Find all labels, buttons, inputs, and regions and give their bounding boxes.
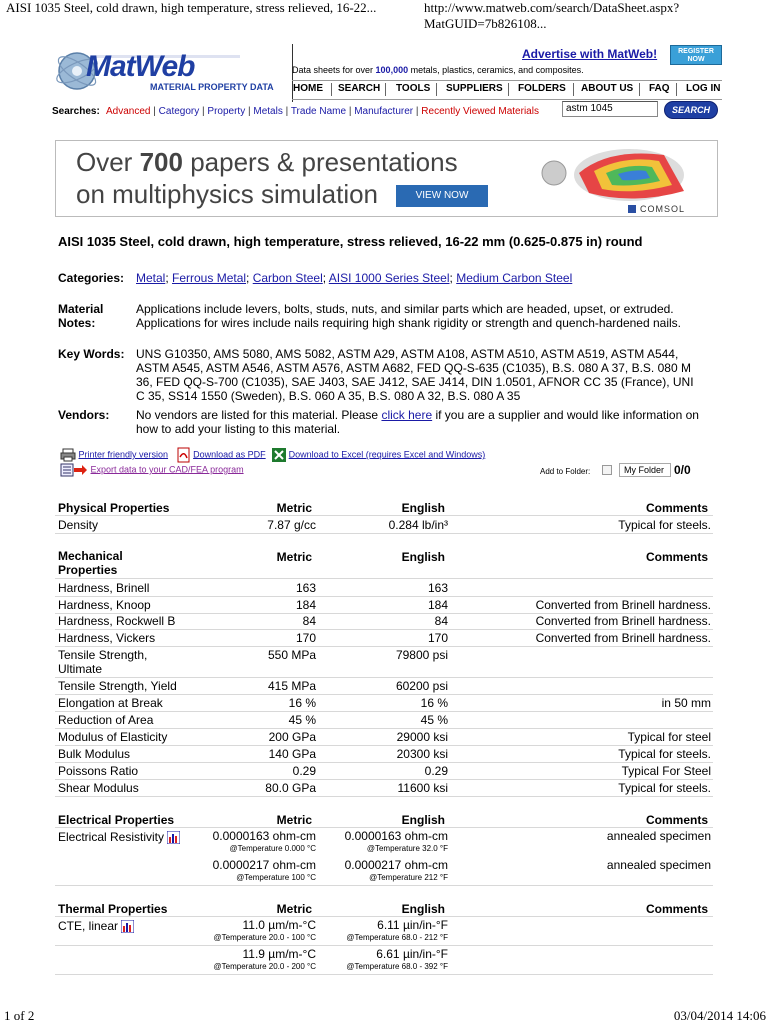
nav-suppliers[interactable]: SUPPLIERS	[446, 83, 503, 94]
metric-value: 84	[302, 614, 316, 628]
comment-value: Converted from Brinell hardness.	[535, 631, 711, 645]
property-name: Density	[58, 518, 99, 532]
page-title: AISI 1035 Steel, cold drawn, high temperature, stress relieved, 16-22...	[6, 0, 377, 15]
comment-value: Typical for steels.	[618, 781, 711, 795]
tagline-pre: Data sheets for over	[292, 65, 376, 75]
metric-value: 16 %	[288, 696, 316, 710]
electrical-properties-title: Electrical Properties	[58, 813, 175, 827]
mechanical-properties-title	[58, 549, 123, 577]
register-label: REGISTER NOW	[678, 48, 714, 63]
english-value: 20300 ksi	[396, 747, 448, 761]
chart-icon[interactable]	[167, 831, 180, 844]
search-input[interactable]: astm 1045	[562, 101, 658, 117]
english-value: 163	[427, 581, 448, 595]
print-timestamp: 03/04/2014 14:06	[673, 1008, 766, 1023]
metric-value: 184	[295, 598, 316, 612]
printer-icon	[60, 448, 76, 462]
searches-label: Searches:	[52, 106, 100, 117]
metric-temperature: @Temperature 20.0 - 100 °C	[213, 933, 316, 942]
nav-faq[interactable]: FAQ	[649, 83, 670, 94]
physical-properties-title: Physical Properties	[58, 501, 170, 515]
category-link-carbon[interactable]: Carbon Steel	[252, 271, 323, 285]
search-links: Advanced | Category | Property | Metals | Trade Name | Manufacturer | Recently Viewed Materials	[106, 106, 539, 117]
logo-text: MatWeb	[86, 50, 195, 83]
metric-value: 200 GPa	[268, 730, 316, 744]
property-name-line-1: Tensile Strength,	[58, 648, 148, 662]
keywords-line-1: UNS G10350, AMS 5080, AMS 5082, ASTM A29, ASTM A108, ASTM A510, ASTM A519, ASTM A544,	[136, 347, 679, 361]
search-link-property[interactable]: Property	[207, 106, 246, 117]
pdf-icon	[177, 447, 191, 463]
english-value: 79800 psi	[395, 648, 448, 662]
category-link-medium-carbon[interactable]: Medium Carbon Steel	[456, 271, 573, 285]
english-value: 16 %	[420, 696, 448, 710]
folder-select[interactable]: My Folder	[619, 463, 671, 477]
advertise-link[interactable]: Advertise with MatWeb!	[522, 47, 658, 61]
categories-list: Metal; Ferrous Metal; Carbon Steel; AISI 1000 Series Steel; Medium Carbon Steel	[136, 271, 573, 285]
nav-tools[interactable]: TOOLS	[396, 83, 431, 94]
metric-value: 0.0000217 ohm-cm	[212, 858, 316, 872]
mechanical-comments-header: Comments	[645, 550, 708, 564]
comment-value: annealed specimen	[606, 858, 711, 872]
comment-value: annealed specimen	[606, 829, 711, 843]
ad-brand: COMSOL	[640, 204, 686, 214]
nav-home[interactable]: HOME	[293, 83, 323, 94]
keywords-label: Key Words:	[58, 347, 125, 361]
folder-count: 0/0	[674, 463, 691, 477]
mechanical-title-line-1: Mechanical	[58, 549, 123, 563]
english-value: 184	[427, 598, 448, 612]
physical-english-header: English	[401, 501, 445, 515]
keywords-line-2: ASTM A545, ASTM A546, ASTM A576, ASTM A682, FED QQ-S-635 (C1035), B.S. 080 A 37, B.S. 080 M	[136, 361, 691, 375]
page-count: 1 of 2	[4, 1008, 35, 1023]
categories-label: Categories:	[58, 271, 125, 285]
search-link-manufacturer[interactable]: Manufacturer	[354, 106, 414, 117]
ad-line1-num: 700	[139, 147, 183, 177]
add-folder-label: Add to Folder:	[540, 467, 591, 476]
english-value: 6.61 µin/in-°F	[376, 947, 448, 961]
nav-search[interactable]: SEARCH	[338, 83, 381, 94]
nav-folders[interactable]: FOLDERS	[518, 83, 566, 94]
comment-value: Converted from Brinell hardness.	[535, 598, 711, 612]
vendors-click-here-link[interactable]: click here	[381, 408, 433, 422]
register-button[interactable]	[670, 45, 722, 65]
comsol-logo-icon	[628, 205, 636, 213]
property-name: Hardness, Brinell	[58, 581, 150, 595]
english-value: 11600 ksi	[397, 781, 448, 795]
export-row	[60, 463, 244, 477]
property-name: Modulus of Elasticity	[58, 730, 168, 744]
tagline-count: 100,000	[375, 65, 409, 75]
search-link-tradename[interactable]: Trade Name	[290, 106, 347, 117]
search-button-label: SEARCH	[671, 105, 710, 115]
electrical-english-header: English	[401, 813, 445, 827]
download-excel-link[interactable]: Download to Excel (requires Excel and Windows)	[288, 449, 486, 460]
english-value: 170	[427, 631, 448, 645]
excel-icon	[272, 448, 286, 462]
metric-temperature: @Temperature 20.0 - 200 °C	[213, 962, 316, 971]
download-pdf-link[interactable]: Download as PDF	[193, 449, 266, 460]
matweb-logo[interactable]	[52, 44, 292, 100]
metric-value: 415 MPa	[267, 679, 316, 693]
property-name: Hardness, Vickers	[58, 631, 156, 645]
property-name: Reduction of Area	[58, 713, 154, 727]
english-value: 0.29	[424, 764, 448, 778]
metric-value: 11.0 µm/m-°C	[242, 918, 316, 932]
property-name: Tensile Strength, Yield	[58, 679, 177, 693]
property-name: Shear Modulus	[58, 781, 139, 795]
metric-value: 0.0000163 ohm-cm	[212, 829, 316, 843]
notes-line-1: Applications include levers, bolts, studs, nuts, and similar parts which are headed, upset, or extruded.	[136, 302, 674, 316]
printer-friendly-link[interactable]: Printer friendly version	[78, 449, 169, 460]
notes-label-2: Notes:	[58, 316, 96, 330]
property-name: Elongation at Break	[58, 696, 163, 710]
comment-value: Typical for steels.	[618, 518, 711, 532]
cte-linear-label: CTE, linear	[58, 919, 119, 933]
ad-cta-button[interactable]	[396, 185, 488, 207]
ad-line2: on multiphysics simulation	[76, 179, 379, 209]
vendors-post: if you are a supplier and would like information on	[432, 408, 699, 422]
vendors-line-2: how to add your listing to this material.	[136, 422, 341, 436]
tagline-post: metals, plastics, ceramics, and composites.	[408, 65, 584, 75]
property-name	[58, 648, 147, 676]
metric-value: 45 %	[288, 713, 316, 727]
property-name: Bulk Modulus	[58, 747, 131, 761]
property-name: Poissons Ratio	[58, 764, 139, 778]
comment-value: Converted from Brinell hardness.	[535, 614, 711, 628]
metric-value: 7.87 g/cc	[267, 518, 316, 532]
page-url: http://www.matweb.com/search/DataSheet.aspx?MatGUID=7b826108...	[424, 0, 680, 31]
search-link-category[interactable]: Category	[158, 106, 200, 117]
tagline	[292, 65, 584, 75]
keywords-line-4: C 35, SS14 1550 (Sweden), B.S. 060 A 35, B.S. 080 A 32, B.S. 080 A 35	[136, 389, 521, 403]
physical-metric-header: Metric	[276, 501, 312, 515]
metric-value: 550 MPa	[267, 648, 316, 662]
english-value: 45 %	[420, 713, 448, 727]
english-value: 0.284 lb/in³	[388, 518, 448, 532]
comment-value: Typical for steel	[627, 730, 711, 744]
english-temperature: @Temperature 68.0 - 392 °F	[346, 962, 448, 971]
vendors-pre: No vendors are listed for this material. Please	[136, 408, 382, 422]
electrical-resistivity-label: Electrical Resistivity	[58, 830, 165, 844]
notes-label-1: Material	[58, 302, 104, 316]
mechanical-metric-header: Metric	[276, 550, 312, 564]
ad-line1-post: papers & presentations	[182, 147, 458, 177]
property-name	[58, 830, 180, 844]
vendors-label: Vendors:	[58, 408, 110, 422]
english-temperature: @Temperature 68.0 - 212 °F	[346, 933, 448, 942]
add-folder-checkbox[interactable]	[602, 465, 612, 475]
search-button[interactable]	[664, 101, 718, 119]
comment-value: in 50 mm	[661, 696, 711, 710]
english-value: 6.11 µin/in-°F	[377, 918, 448, 932]
property-name: Hardness, Rockwell B	[58, 614, 176, 628]
english-value: 60200 psi	[395, 679, 448, 693]
metric-temperature: @Temperature 100 °C	[236, 873, 316, 882]
keywords-line-3: 36, FED QQ-S-700 (C1035), SAE J403, SAE J412, SAE J414, DIN 1.0501, AFNOR CC 35 (France), UNI	[136, 375, 694, 389]
thermal-metric-header: Metric	[276, 902, 312, 916]
nav-login[interactable]: LOG IN	[686, 83, 721, 94]
notes-text	[136, 302, 681, 330]
simulation-graphic-icon	[534, 143, 709, 205]
electrical-metric-header: Metric	[276, 813, 312, 827]
english-value: 84	[434, 614, 448, 628]
physical-comments-header: Comments	[645, 501, 708, 515]
search-link-recent[interactable]: Recently Viewed Materials	[421, 106, 539, 117]
nav-about[interactable]: ABOUT US	[581, 83, 634, 94]
property-name-line-2: Ultimate	[58, 662, 103, 676]
english-value: 0.0000163 ohm-cm	[344, 829, 448, 843]
ad-banner[interactable]	[55, 140, 718, 217]
metric-value: 0.29	[292, 764, 316, 778]
comment-value: Typical For Steel	[621, 764, 711, 778]
keywords-text	[136, 347, 694, 403]
english-value: 0.0000217 ohm-cm	[344, 858, 448, 872]
ad-line1	[76, 147, 458, 178]
notes-label	[58, 302, 103, 330]
ad-cta-label: VIEW NOW	[415, 190, 469, 201]
chart-icon[interactable]	[121, 920, 134, 933]
thermal-english-header: English	[401, 902, 445, 916]
mechanical-english-header: English	[401, 550, 445, 564]
mechanical-title-line-2: Properties	[58, 563, 118, 577]
export-cad-icon	[60, 463, 88, 477]
property-name: Hardness, Knoop	[58, 598, 151, 612]
metric-temperature: @Temperature 0.000 °C	[229, 844, 316, 853]
electrical-comments-header: Comments	[645, 813, 708, 827]
notes-line-2: Applications for wires include nails requiring high shank rigidity or strength and quench-hardened nails.	[136, 316, 681, 330]
metric-value: 170	[295, 631, 316, 645]
english-temperature: @Temperature 212 °F	[369, 873, 448, 882]
metric-value: 140 GPa	[268, 747, 316, 761]
property-name	[58, 919, 134, 933]
english-value: 29000 ksi	[396, 730, 448, 744]
ad-line1-pre: Over	[76, 147, 140, 177]
material-title: AISI 1035 Steel, cold drawn, high temperature, stress relieved, 16-22 mm (0.625-0.875 in) round	[58, 234, 643, 249]
comment-value: Typical for steels.	[618, 747, 711, 761]
english-temperature: @Temperature 32.0 °F	[366, 844, 448, 853]
metric-value: 11.9 µm/m-°C	[242, 947, 316, 961]
tools-row	[60, 447, 485, 463]
search-link-metals[interactable]: Metals	[253, 106, 283, 117]
thermal-comments-header: Comments	[645, 902, 708, 916]
category-link-metal[interactable]: Metal	[136, 271, 166, 285]
export-cad-link[interactable]: Export data to your CAD/FEA program	[90, 464, 244, 475]
metric-value: 163	[295, 581, 316, 595]
search-link-advanced[interactable]: Advanced	[106, 106, 151, 117]
vendors-text	[136, 408, 699, 436]
metric-value: 80.0 GPa	[265, 781, 316, 795]
thermal-properties-title: Thermal Properties	[58, 902, 168, 916]
category-link-ferrous[interactable]: Ferrous Metal	[172, 271, 247, 285]
category-link-aisi1000[interactable]: AISI 1000 Series Steel	[328, 271, 450, 285]
logo-subtitle: MATERIAL PROPERTY DATA	[150, 82, 274, 92]
